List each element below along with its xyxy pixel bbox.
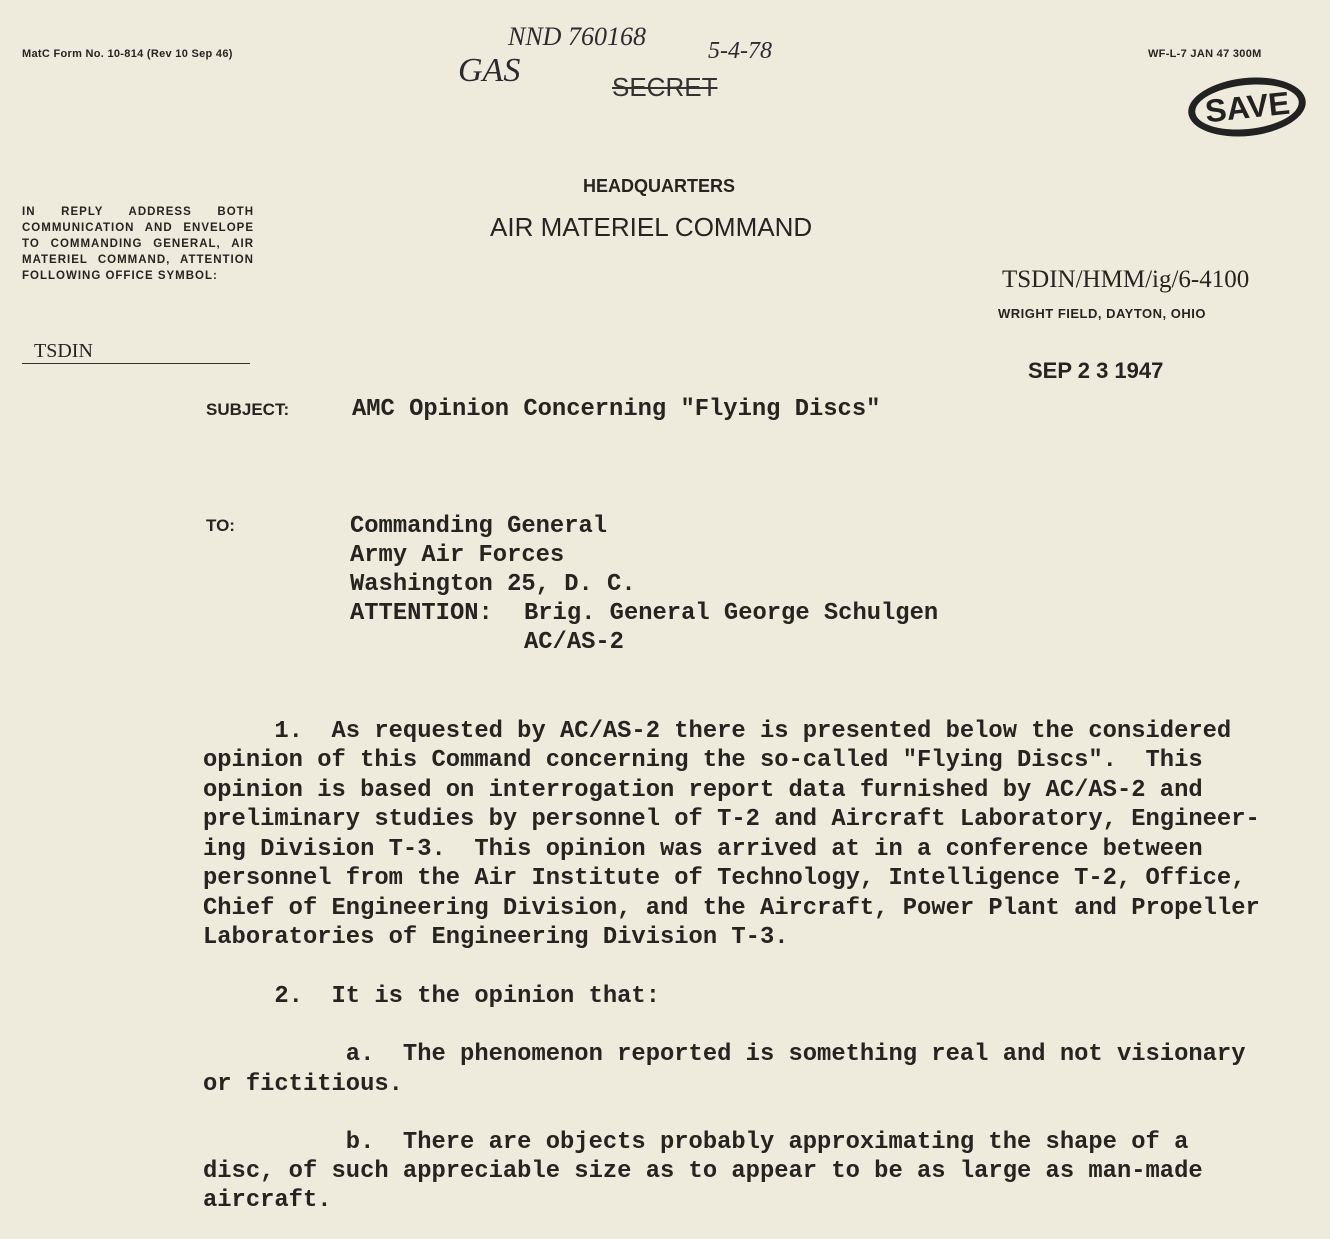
org-line2: AIR MATERIEL COMMAND: [490, 212, 813, 242]
save-stamp-text: SAVE: [1203, 84, 1292, 130]
to-line: Washington 25, D. C.: [350, 571, 636, 598]
text-line: a. The phenomenon reported is something real and not visionary: [203, 1041, 1246, 1068]
subject-label: SUBJECT:: [206, 400, 290, 419]
attention-label: ATTENTION:: [350, 600, 493, 627]
text-line: 2. It is the opinion that:: [203, 983, 660, 1010]
text-line: aircraft.: [203, 1187, 332, 1214]
handwritten-date: 5-4-78: [708, 38, 772, 64]
office-symbol: TSDIN: [22, 340, 250, 364]
text-line: or fictitious.: [203, 1071, 403, 1098]
subject-text: AMC Opinion Concerning "Flying Discs": [352, 396, 881, 423]
text-line: b. There are objects probably approximating the shape of a: [203, 1129, 1189, 1156]
attention-line: AC/AS-2: [524, 629, 624, 656]
org-line1: HEADQUARTERS: [583, 176, 736, 196]
classification-struck: SECRET: [612, 72, 718, 102]
text-line: personnel from the Air Institute of Technology, Intelligence T-2, Office,: [203, 865, 1246, 892]
handwritten-nnd: NND 760168: [508, 22, 646, 51]
text-line: Laboratories of Engineering Division T-3.: [203, 924, 789, 951]
save-stamp: [1185, 72, 1308, 142]
text-line: Chief of Engineering Division, and the Aircraft, Power Plant and Propeller: [203, 895, 1260, 922]
text-line: disc, of such appreciable size as to appear to be as large as man-made: [203, 1158, 1203, 1185]
handwritten-initials: GAS: [458, 52, 521, 89]
file-reference: TSDIN/HMM/ig/6-4100: [1002, 266, 1250, 293]
to-line: Army Air Forces: [350, 542, 565, 569]
location: WRIGHT FIELD, DAYTON, OHIO: [998, 306, 1207, 321]
to-label: TO:: [206, 516, 235, 535]
text-line: opinion is based on interrogation report data furnished by AC/AS-2 and: [203, 777, 1203, 804]
to-line: Commanding General: [350, 513, 608, 540]
text-line: opinion of this Command concerning the so-called "Flying Discs". This: [203, 747, 1203, 774]
text-line: ing Division T-3. This opinion was arrived at in a conference between: [203, 836, 1203, 863]
print-code: WF-L-7 JAN 47 300M: [1148, 48, 1262, 60]
text-line: preliminary studies by personnel of T-2 and Aircraft Laboratory, Engineer-: [203, 806, 1260, 833]
form-number: MatC Form No. 10-814 (Rev 10 Sep 46): [22, 48, 233, 60]
reply-instructions: IN REPLY ADDRESS BOTH COMMUNICATION AND ENVELOPE TO COMMANDING GENERAL, AIR MATERIEL COMMAND, ATTENTION FOLLOWING OFFICE SYMBOL:: [22, 206, 254, 282]
text-line: 1. As requested by AC/AS-2 there is presented below the considered: [203, 718, 1232, 745]
attention-line: Brig. General George Schulgen: [524, 600, 939, 627]
date-stamp: SEP 2 3 1947: [1028, 358, 1164, 383]
